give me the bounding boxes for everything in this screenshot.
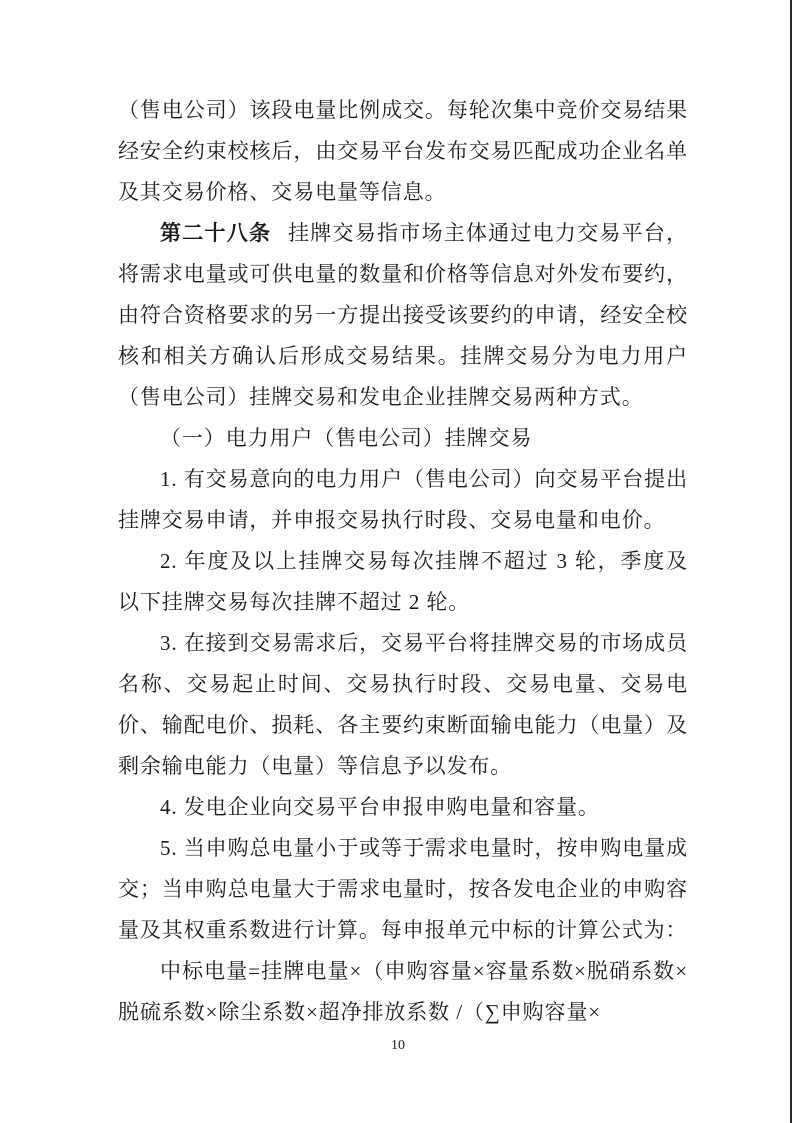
paragraph-continuation: （售电公司）该段电量比例成交。每轮次集中竞价交易结果经安全约束校核后，由交易平台发布交易匹配成功企业名单及其交易价格、交易电量等信息。 — [118, 98, 688, 204]
paragraph-formula: 中标电量=挂牌电量×（申购容量×容量系数×脱硝系数×脱硫系数×除尘系数×超净排放系数 /（∑申购容量× — [118, 959, 688, 1024]
paragraph-item-2: 2. 年度及以上挂牌交易每次挂牌不超过 3 轮，季度及以下挂牌交易每次挂牌不超过 2 轮。 — [118, 549, 688, 614]
paragraph-item-5: 5. 当申购总电量小于或等于需求电量时，按申购电量成交；当申购总电量大于需求电量时，按各发电企业的申购容量及其权重系数进行计算。每申报单元中标的计算公式为： — [118, 836, 688, 942]
page-number: 10 — [391, 1038, 405, 1053]
article-28-body: 挂牌交易指市场主体通过电力交易平台，将需求电量或可供电量的数量和价格等信息对外发布要约，由符合资格要求的另一方提出接受该要约的申请，经安全校核和相关方确认后形成交易结果。挂牌交易分为电力用户（售电公司）挂牌交易和发电企业挂牌交易两种方式。 — [118, 221, 689, 409]
paragraph-item-1: 1. 有交易意向的电力用户（售电公司）向交易平台提出挂牌交易申请，并申报交易执行时段、交易电量和电价。 — [118, 467, 688, 532]
paragraph-subsection-yi: （一）电力用户（售电公司）挂牌交易 — [160, 426, 533, 450]
page-content — [118, 90, 688, 1033]
paragraph-item-4: 4. 发电企业向交易平台申报申购电量和容量。 — [160, 795, 600, 819]
article-28-number: 第二十八条 — [160, 221, 272, 245]
page-footer — [0, 1036, 796, 1055]
paragraph-article-28 — [118, 213, 688, 418]
paragraph-item-3: 3. 在接到交易需求后，交易平台将挂牌交易的市场成员名称、交易起止时间、交易执行时段、交易电量、交易电价、输配电价、损耗、各主要约束断面输电能力（电量）及剩余输电能力（电量）等信息予以发布。 — [118, 631, 688, 778]
scan-edge-line — [790, 0, 792, 1123]
